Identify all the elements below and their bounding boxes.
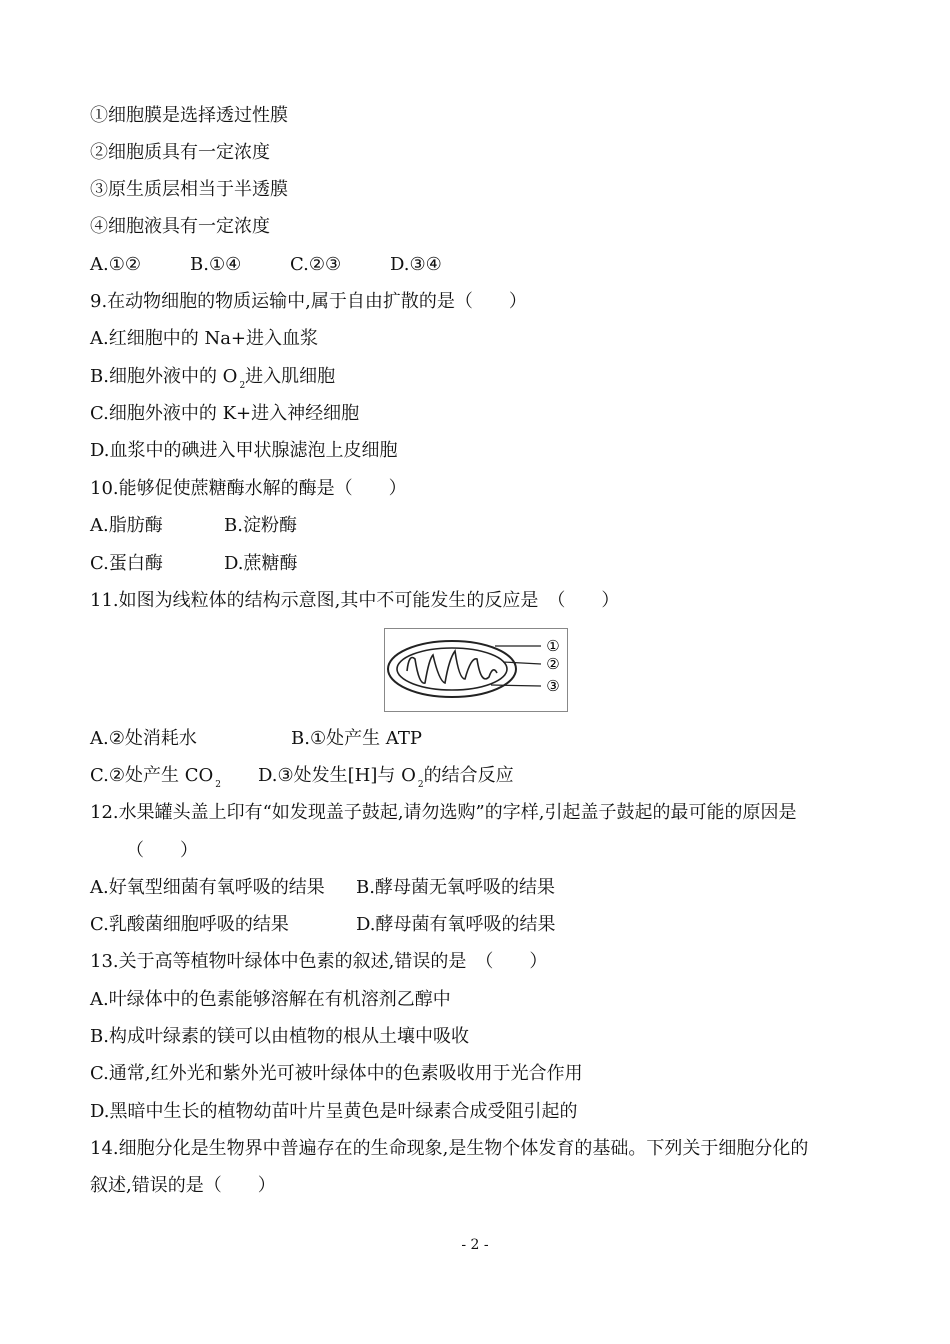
- page-number: - 2 -: [461, 1237, 489, 1253]
- q12-options-row1: [90, 876, 555, 900]
- q12-option-b: B.酵母菌无氧呼吸的结果: [356, 877, 555, 898]
- q12-option-c: C.乳酸菌细胞呼吸的结果: [90, 914, 289, 935]
- q12-option-d: D.酵母菌有氧呼吸的结果: [356, 914, 556, 935]
- q10-option-a: A.脂肪酶: [90, 515, 163, 536]
- q9-option-b: B.细胞外液中的 O $_2$进入肌细胞: [90, 366, 336, 391]
- label-3: ③: [546, 677, 560, 695]
- q9-option-d: D.血浆中的碘进入甲状腺滤泡上皮细胞: [90, 440, 398, 461]
- q8-options: [90, 253, 442, 277]
- q8-option-b: B.①④: [190, 254, 242, 275]
- q12-option-a: A.好氧型细菌有氧呼吸的结果: [90, 877, 325, 898]
- q8-option-d: D.③④: [390, 254, 442, 275]
- q11-option-c: C.②处产生 CO $_2$: [90, 765, 221, 790]
- q11-options-row2: [90, 764, 514, 797]
- question-9: 9.在动物细胞的物质运输中,属于自由扩散的是（ ）: [90, 291, 527, 312]
- question-14-line2: 叙述,错误的是（ ）: [90, 1175, 276, 1196]
- q11-option-b: B.①处产生 ATP: [291, 728, 422, 749]
- q13-option-c: C.通常,红外光和紫外光可被叶绿体中的色素吸收用于光合作用: [90, 1063, 583, 1084]
- q13-option-d: D.黑暗中生长的植物幼苗叶片呈黄色是叶绿素合成受阻引起的: [90, 1101, 578, 1122]
- label-2: ②: [546, 655, 560, 673]
- question-12: 12.水果罐头盖上印有“如发现盖子鼓起,请勿选购”的字样,引起盖子鼓起的最可能的原因是: [90, 802, 797, 823]
- q12-answer-paren: （ ）: [126, 840, 198, 861]
- q11-options-row1: [90, 727, 422, 751]
- question-11: 11.如图为线粒体的结构示意图,其中不可能发生的反应是 （ ）: [90, 590, 620, 611]
- statement-1: ①细胞膜是选择透过性膜: [90, 105, 288, 126]
- q8-option-a: A.①②: [90, 254, 141, 275]
- q13-option-a: A.叶绿体中的色素能够溶解在有机溶剂乙醇中: [90, 989, 451, 1010]
- statement-4: ④细胞液具有一定浓度: [90, 216, 270, 237]
- q12-options-row2: [90, 913, 556, 937]
- q9-option-c: C.细胞外液中的 K+进入神经细胞: [90, 403, 360, 424]
- q11-option-d: D.③处发生[H]与 O $_2$的结合反应: [258, 765, 514, 790]
- q10-options-row2: [90, 552, 298, 576]
- mitochondria-diagram: [384, 628, 568, 712]
- q8-option-c: C.②③: [290, 254, 342, 275]
- q10-option-b: B.淀粉酶: [224, 515, 297, 536]
- statement-2: ②细胞质具有一定浓度: [90, 142, 270, 163]
- statement-3: ③原生质层相当于半透膜: [90, 179, 288, 200]
- question-10: 10.能够促使蔗糖酶水解的酶是（ ）: [90, 478, 407, 499]
- q10-option-d: D.蔗糖酶: [224, 553, 298, 574]
- q11-option-a: A.②处消耗水: [90, 728, 197, 749]
- label-1: ①: [546, 637, 560, 655]
- q10-options-row1: [90, 514, 297, 538]
- q9-option-a: A.红细胞中的 Na+进入血浆: [90, 328, 319, 349]
- q10-option-c: C.蛋白酶: [90, 553, 163, 574]
- mitochondria-illustration: [385, 629, 567, 711]
- q13-option-b: B.构成叶绿素的镁可以由植物的根从土壤中吸收: [90, 1026, 469, 1047]
- question-14-line1: 14.细胞分化是生物界中普遍存在的生命现象,是生物个体发育的基础。下列关于细胞分化的: [90, 1138, 809, 1159]
- question-13: 13.关于高等植物叶绿体中色素的叙述,错误的是 （ ）: [90, 951, 548, 972]
